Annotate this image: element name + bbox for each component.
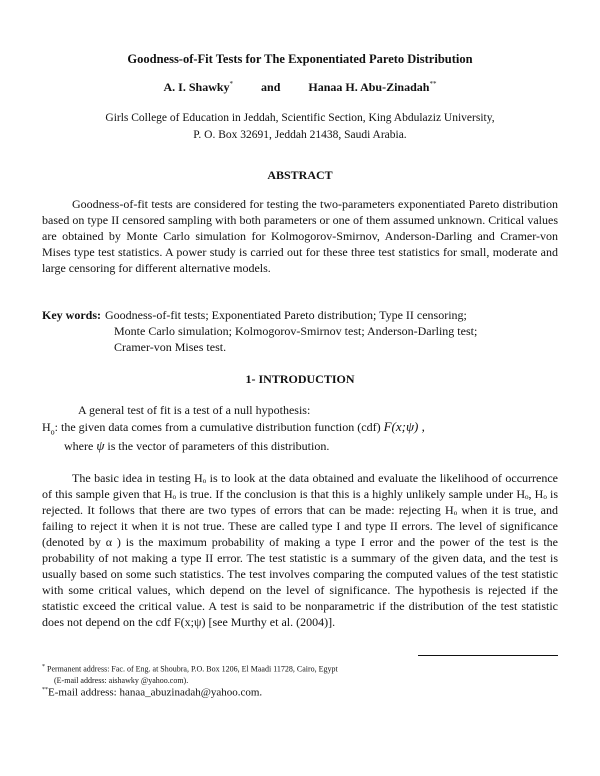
keywords-line-2: Monte Carlo simulation; Kolmogorov-Smirnov test; Anderson-Darling test; bbox=[114, 324, 478, 338]
footnote-1 bbox=[42, 662, 338, 686]
abstract-heading: ABSTRACT bbox=[267, 168, 333, 182]
footnote-2 bbox=[42, 684, 262, 700]
where-line bbox=[64, 437, 329, 455]
psi-symbol: ψ bbox=[96, 438, 105, 453]
footnote-1-line-1: Permanent address: Fac. of Eng. at Shoubra, P.O. Box 1206, El Maadi 11728, Cairo, Egypt bbox=[47, 664, 338, 674]
author-1: A. I. Shawky bbox=[163, 80, 230, 94]
abstract-text: Goodness-of-fit tests are considered for testing the two-parameters exponentiated Pareto distribution based on type II censored sampling with both parameters or one of them assumed unknown. Critical values are obtained by Monte Carlo simulation for Kolmogorov-Smirnov, Anderson-Darling and Cramer-von Mises type test statistics. A power study is carried out for these three test statistics for small, moderate and large censoring for different alternative models. bbox=[42, 197, 558, 275]
paper-title: Goodness-of-Fit Tests for The Exponentiated Pareto Distribution bbox=[127, 52, 473, 66]
author-2-mark: ** bbox=[429, 80, 437, 88]
affiliation bbox=[60, 110, 540, 144]
keywords-label: Key words: bbox=[42, 308, 101, 322]
h0-symbol: H bbox=[42, 420, 51, 434]
footnote-1-mark: * bbox=[42, 664, 45, 670]
h0-text: : the given data comes from a cumulative distribution function (cdf) bbox=[54, 420, 381, 434]
where-word: where bbox=[64, 439, 94, 453]
keywords-line-1: Goodness-of-fit tests; Exponentiated Pareto distribution; Type II censoring; bbox=[105, 308, 467, 322]
intro-line-1: A general test of fit is a test of a null hypothesis: bbox=[78, 403, 311, 417]
author-and: and bbox=[261, 80, 281, 94]
h0-subscript: o bbox=[50, 427, 55, 437]
author-line bbox=[0, 80, 600, 95]
footnote-2-text: E-mail address: hanaa_abuzinadah@yahoo.com. bbox=[48, 686, 263, 699]
author-2: Hanaa H. Abu-Zinadah bbox=[308, 80, 430, 94]
keywords-line-3: Cramer-von Mises test. bbox=[114, 340, 227, 354]
footnote-rule bbox=[418, 655, 558, 656]
introduction-heading: 1- INTRODUCTION bbox=[245, 372, 355, 386]
author-1-mark: * bbox=[229, 80, 234, 88]
affiliation-line-1: Girls College of Education in Jeddah, Scientific Section, King Abdulaziz University, bbox=[105, 112, 495, 124]
footnote-2-mark: ** bbox=[42, 687, 48, 693]
affiliation-line-2: P. O. Box 32691, Jeddah 21438, Saudi Arabia. bbox=[193, 129, 407, 141]
cdf-formula: F(x;ψ) , bbox=[383, 419, 425, 434]
keywords bbox=[42, 307, 562, 355]
footnote-1-line-2: (E-mail address: aishawky @yahoo.com). bbox=[54, 675, 189, 685]
intro-paragraph: The basic idea in testing Hₒ is to look at the data obtained and evaluate the likelihood of occurrence of this sample given that Hₒ is true. If the conclusion is that this is a highly unlikely sample under Hₒ, Hₒ is rejected. It follows that there are two types of errors that can be made: rejecting Hₒ when it is true, and failing to reject it when it is not true. These are called type I and type II errors. The level of significance (denoted by α ) is the maximum probability of making a type I error and the power of the test is the probability of not making a type II error. The test statistic is a summary of the given data, and the test is usually based on some such statistics. The test involves comparing the computed values of the test statistic with some critical values, which depend on the level of significance. The hypothesis is rejected if the statistic exceed the critical value. A test is said to be nonparametric if the distribution of the test statistic does not depend on the cdf F(x;ψ) [see Murthy et al. (2004)]. bbox=[42, 471, 558, 629]
where-text: is the vector of parameters of this distribution. bbox=[107, 439, 330, 453]
